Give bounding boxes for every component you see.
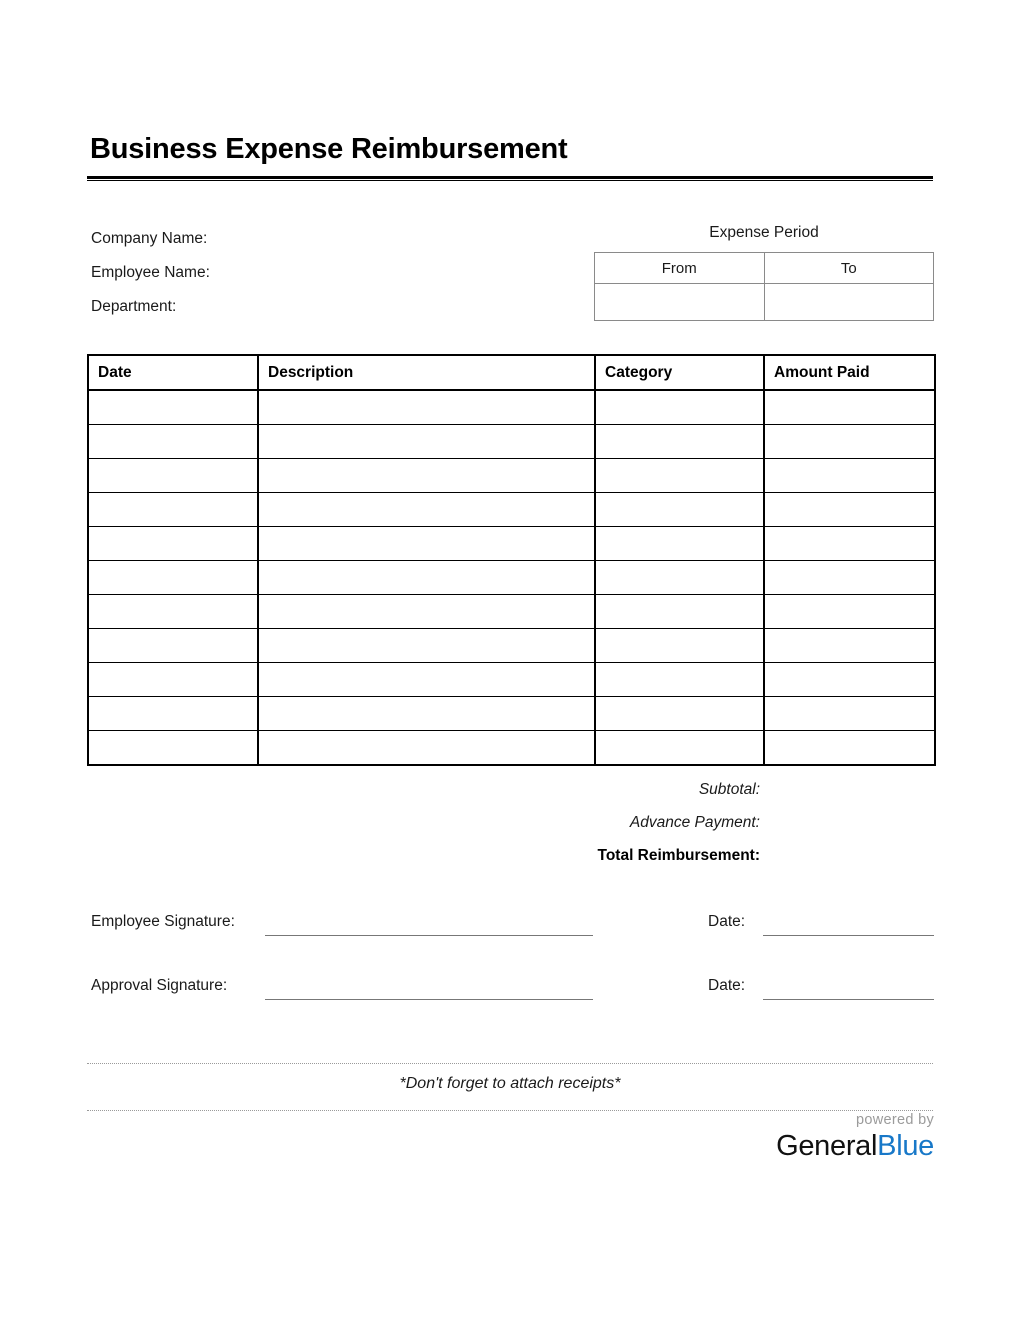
subtotal-label: Subtotal: — [698, 781, 760, 798]
expense-table-header-row — [88, 355, 935, 390]
company-name-label: Company Name: — [91, 230, 208, 247]
expense-table-body — [88, 390, 935, 765]
note-bottom-divider — [87, 1110, 933, 1111]
table-row — [88, 663, 935, 697]
cell-description[interactable] — [258, 390, 595, 425]
cell-date[interactable] — [88, 663, 258, 697]
cell-date[interactable] — [88, 697, 258, 731]
table-row — [88, 425, 935, 459]
cell-amount-paid[interactable] — [764, 663, 935, 697]
column-header-description: Description — [258, 355, 595, 390]
cell-category[interactable] — [595, 663, 764, 697]
cell-description[interactable] — [258, 459, 595, 493]
expense-period-table — [594, 252, 934, 321]
expense-period-to-header: To — [764, 253, 934, 284]
cell-description[interactable] — [258, 731, 595, 766]
table-row — [88, 493, 935, 527]
expense-period-heading: Expense Period — [709, 224, 819, 241]
column-header-category: Category — [595, 355, 764, 390]
cell-date[interactable] — [88, 731, 258, 766]
page-title: Business Expense Reimbursement — [90, 133, 568, 165]
table-row — [88, 527, 935, 561]
generalblue-logo — [776, 1113, 934, 1161]
cell-category[interactable] — [595, 561, 764, 595]
table-row — [88, 390, 935, 425]
table-row — [88, 731, 935, 766]
employee-signature-label: Employee Signature: — [91, 913, 235, 930]
cell-description[interactable] — [258, 697, 595, 731]
cell-category[interactable] — [595, 697, 764, 731]
expense-period-from-header: From — [595, 253, 765, 284]
cell-category[interactable] — [595, 731, 764, 766]
column-header-amount-paid: Amount Paid — [764, 355, 935, 390]
cell-category[interactable] — [595, 595, 764, 629]
cell-amount-paid[interactable] — [764, 595, 935, 629]
expense-line-items-table — [87, 354, 936, 766]
cell-category[interactable] — [595, 425, 764, 459]
company-info-block — [91, 222, 511, 324]
employee-signature-field[interactable] — [265, 935, 593, 936]
department-label: Department: — [91, 298, 177, 315]
cell-category[interactable] — [595, 459, 764, 493]
totals-block — [300, 773, 760, 872]
employee-date-field[interactable] — [763, 935, 934, 936]
approval-date-label: Date: — [708, 977, 746, 994]
cell-description[interactable] — [258, 663, 595, 697]
table-row — [88, 629, 935, 663]
total-reimbursement-label: Total Reimbursement: — [597, 847, 760, 864]
expense-period-from-input[interactable] — [595, 284, 765, 321]
cell-category[interactable] — [595, 629, 764, 663]
cell-date[interactable] — [88, 390, 258, 425]
table-row — [88, 561, 935, 595]
cell-description[interactable] — [258, 425, 595, 459]
cell-amount-paid[interactable] — [764, 731, 935, 766]
expense-period-to-input[interactable] — [764, 284, 934, 321]
cell-amount-paid[interactable] — [764, 390, 935, 425]
cell-amount-paid[interactable] — [764, 561, 935, 595]
cell-date[interactable] — [88, 561, 258, 595]
cell-date[interactable] — [88, 527, 258, 561]
cell-amount-paid[interactable] — [764, 493, 935, 527]
advance-payment-label: Advance Payment: — [629, 814, 760, 831]
cell-category[interactable] — [595, 527, 764, 561]
approval-date-field[interactable] — [763, 999, 934, 1000]
cell-amount-paid[interactable] — [764, 629, 935, 663]
approval-signature-field[interactable] — [265, 999, 593, 1000]
cell-amount-paid[interactable] — [764, 527, 935, 561]
attach-receipts-note: *Don't forget to attach receipts* — [399, 1075, 621, 1092]
cell-amount-paid[interactable] — [764, 425, 935, 459]
cell-date[interactable] — [88, 629, 258, 663]
cell-description[interactable] — [258, 629, 595, 663]
cell-date[interactable] — [88, 493, 258, 527]
cell-category[interactable] — [595, 493, 764, 527]
cell-date[interactable] — [88, 595, 258, 629]
cell-date[interactable] — [88, 459, 258, 493]
cell-description[interactable] — [258, 493, 595, 527]
table-row — [88, 595, 935, 629]
cell-amount-paid[interactable] — [764, 459, 935, 493]
approval-signature-label: Approval Signature: — [91, 977, 228, 994]
cell-category[interactable] — [595, 390, 764, 425]
cell-description[interactable] — [258, 527, 595, 561]
table-row — [88, 697, 935, 731]
expense-period-value-row — [595, 284, 934, 321]
cell-amount-paid[interactable] — [764, 697, 935, 731]
title-divider — [87, 176, 933, 181]
logo-wordmark — [776, 1129, 934, 1162]
cell-description[interactable] — [258, 595, 595, 629]
note-top-divider — [87, 1063, 933, 1064]
logo-text-blue: Blue — [877, 1129, 934, 1162]
cell-date[interactable] — [88, 425, 258, 459]
logo-text-general: General — [776, 1129, 878, 1162]
powered-by-label: powered by — [856, 1112, 934, 1128]
cell-description[interactable] — [258, 561, 595, 595]
table-row — [88, 459, 935, 493]
employee-signature-row — [0, 913, 1020, 939]
expense-period-header-row — [595, 253, 934, 284]
approval-signature-row — [0, 977, 1020, 1003]
column-header-date: Date — [88, 355, 258, 390]
employee-name-label: Employee Name: — [91, 264, 210, 281]
employee-date-label: Date: — [708, 913, 746, 930]
